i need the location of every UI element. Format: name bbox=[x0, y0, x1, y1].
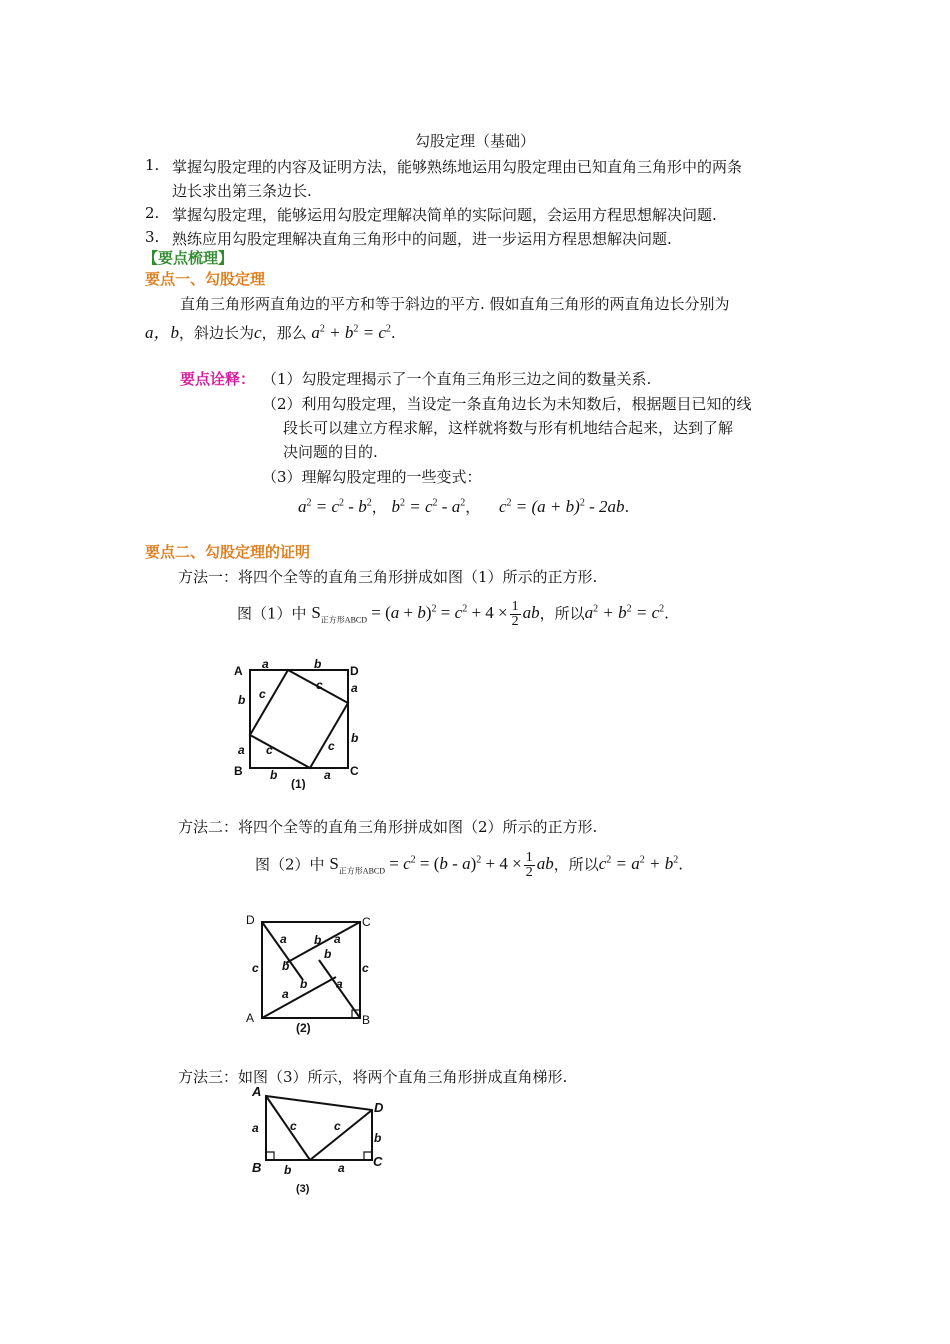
notes-label: 要点诠释： bbox=[180, 370, 256, 388]
svg-text:b: b bbox=[314, 933, 322, 947]
svg-text:a: a bbox=[324, 768, 331, 782]
svg-text:b: b bbox=[351, 731, 359, 745]
svg-text:c: c bbox=[362, 961, 369, 975]
objective-1-line2: 边长求出第三条边长. bbox=[172, 182, 312, 200]
svg-text:b: b bbox=[270, 768, 278, 782]
svg-text:A: A bbox=[246, 1011, 255, 1025]
svg-text:a: a bbox=[262, 658, 269, 671]
svg-text:b: b bbox=[374, 1131, 382, 1145]
svg-text:b: b bbox=[324, 947, 332, 961]
note-3: （3）理解勾股定理的一些变式： bbox=[262, 468, 482, 486]
svg-text:b: b bbox=[282, 959, 290, 973]
svg-text:a: a bbox=[336, 977, 343, 991]
figure-2 bbox=[240, 908, 380, 1038]
var-c: c bbox=[254, 323, 262, 342]
then-text: ，那么 bbox=[261, 324, 307, 342]
section-header: 【要点梳理】 bbox=[143, 249, 234, 267]
objective-2-line1: 掌握勾股定理，能够运用勾股定理解决简单的实际问题，会运用方程思想解决问题. bbox=[172, 206, 717, 224]
hyp-text: ，斜边长为 bbox=[179, 324, 255, 342]
method-1: 方法一：将四个全等的直角三角形拼成如图（1）所示的正方形. bbox=[178, 568, 598, 586]
svg-text:(3): (3) bbox=[296, 1183, 310, 1195]
svg-text:b: b bbox=[300, 977, 308, 991]
svg-text:C: C bbox=[362, 915, 371, 929]
point2-heading: 要点二、勾股定理的证明 bbox=[145, 543, 311, 561]
svg-text:a: a bbox=[351, 681, 358, 695]
svg-text:a: a bbox=[280, 932, 287, 946]
svg-text:a: a bbox=[252, 1121, 259, 1135]
svg-text:c: c bbox=[316, 678, 323, 692]
svg-text:D: D bbox=[374, 1100, 384, 1115]
svg-text:c: c bbox=[266, 743, 273, 757]
svg-text:b: b bbox=[238, 693, 246, 707]
note-2-line2: 段长可以建立方程求解，这样就将数与形有机地结合起来，达到了解 bbox=[283, 419, 734, 437]
point1-heading: 要点一、勾股定理 bbox=[145, 270, 266, 288]
fig1-equation: 图（1）中 $S_{正方形ABCD} = (a + b)^2 = c^2 + 4$ × $\frac{1}{2}$ ab，所以$a^2 + b^2 = c^2$. bbox=[237, 599, 669, 629]
svg-text:C: C bbox=[350, 764, 359, 778]
svg-text:a: a bbox=[238, 743, 245, 757]
figure-3 bbox=[246, 1082, 396, 1198]
objective-3-line1: 熟练应用勾股定理解决直角三角形中的问题，进一步运用方程思想解决问题. bbox=[172, 230, 672, 248]
svg-text:B: B bbox=[252, 1160, 262, 1175]
svg-text:(2): (2) bbox=[296, 1021, 311, 1035]
objective-3-num: 3. bbox=[145, 228, 160, 246]
svg-text:b: b bbox=[314, 658, 322, 671]
svg-text:a: a bbox=[282, 987, 289, 1001]
method-3: 方法三：如图（3）所示，将两个直角三角形拼成直角梯形. bbox=[178, 1068, 568, 1086]
svg-text:a: a bbox=[338, 1161, 345, 1175]
period: . bbox=[390, 324, 396, 342]
pythagorean-formula: $a^2 + b^2 = c^2$ bbox=[311, 323, 391, 342]
page-title: 勾股定理（基础） bbox=[414, 132, 535, 150]
svg-text:(1): (1) bbox=[291, 777, 306, 790]
note-1: （1）勾股定理揭示了一个直角三角形三边之间的数量关系. bbox=[262, 370, 652, 388]
variant-formulas: $a^2 = c^2 - b^2$， $b^2 = c^2 - a^2$， $c^2 = (a + b)^2 - 2ab$. bbox=[298, 497, 630, 516]
svg-text:c: c bbox=[334, 1119, 341, 1133]
objective-1-line1: 掌握勾股定理的内容及证明方法，能够熟练地运用勾股定理由已知直角三角形中的两条 bbox=[172, 158, 743, 176]
fig2-equation: 图（2）中 $S_{正方形ABCD} = c^2 = (b - a)^2 + 4$ × $\frac{1}{2}$ ab，所以$c^2 = a^2 + b^2$. bbox=[255, 850, 684, 880]
method-2: 方法二：将四个全等的直角三角形拼成如图（2）所示的正方形. bbox=[178, 818, 598, 836]
svg-text:A: A bbox=[234, 664, 243, 678]
svg-text:b: b bbox=[284, 1163, 292, 1177]
point1-line2 bbox=[145, 318, 396, 343]
objective-2-num: 2. bbox=[145, 204, 160, 222]
svg-text:D: D bbox=[246, 913, 255, 927]
svg-text:a: a bbox=[334, 932, 341, 946]
point1-line1: 直角三角形两直角边的平方和等于斜边的平方. 假如直角三角形的两直角边长分别为 bbox=[180, 295, 730, 313]
svg-text:B: B bbox=[362, 1013, 371, 1027]
vars-ab: a，b bbox=[145, 323, 179, 342]
svg-text:c: c bbox=[252, 961, 259, 975]
svg-text:c: c bbox=[259, 687, 266, 701]
svg-text:c: c bbox=[328, 739, 335, 753]
objective-1-num: 1. bbox=[145, 156, 160, 174]
note-2-line1: （2）利用勾股定理，当设定一条直角边长为未知数后，根据题目已知的线 bbox=[262, 395, 752, 413]
svg-text:A: A bbox=[252, 1084, 262, 1099]
note-2-line3: 决问题的目的. bbox=[283, 443, 378, 461]
svg-text:c: c bbox=[290, 1119, 297, 1133]
figure-1 bbox=[228, 658, 368, 790]
svg-text:B: B bbox=[234, 764, 243, 778]
svg-text:D: D bbox=[350, 664, 359, 678]
svg-text:C: C bbox=[373, 1154, 383, 1169]
